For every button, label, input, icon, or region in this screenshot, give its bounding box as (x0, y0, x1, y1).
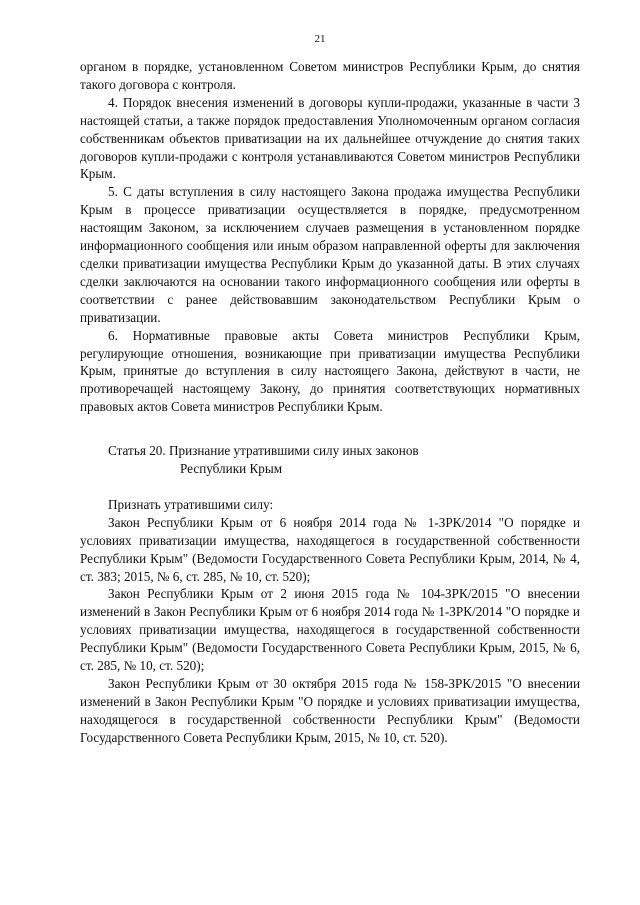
article-heading-line-1: Статья 20. Признание утратившими силу иных законов (108, 443, 419, 459)
paragraph-repeal-intro: Признать утратившими силу: (108, 496, 274, 512)
document-body (80, 58, 580, 747)
paragraph-item-5: 5. С даты вступления в силу настоящего Закона продажа имущества Республики Крым в процессе приватизации осуществляется в порядке, предусмотренном настоящим Законом, за исключением случаев размещения в установленном порядке информационного сообщения или иным образом направленной оферты для заключения сделки приватизации имущества Республики Крым до указанной даты. В этих случаях сделки заключаются на основании такого информационного сообщения или оферты в соответствии с ранее действовавшим законодательством Республики Крым о приватизации. (80, 184, 580, 325)
paragraph-item-6: 6. Нормативные правовые акты Совета министров Республики Крым, регулирующие отношения, возникающие при приватизации имущества Республики Крым, принятые до вступления в силу настоящего Закона, действуют в части, не противоречащей настоящему Закону, до принятия соответствующих нормативных правовых актов Совета министров Республики Крым. (80, 327, 580, 415)
spacer (80, 478, 580, 496)
paragraph-item-4: 4. Порядок внесения изменений в договоры купли-продажи, указанные в части 3 настоящей статьи, а также порядок предоставления Уполномоченным органом согласия собственникам объектов приватизации на их дальнейшее отчуждение до снятия таких договоров купли-продажи с контроля устанавливаются Советом министров Республики Крым. (80, 94, 580, 182)
page-number: 21 (314, 33, 326, 45)
article-heading (80, 442, 580, 478)
article-heading-line-2: Республики Крым (180, 461, 283, 477)
paragraph-repeal-law-3: Закон Республики Крым от 30 октября 2015 года № 158-ЗРК/2015 "О внесении изменений в Закон Республики Крым "О порядке и условиях приватизации имущества, находящегося в государственной собственности Республики Крым" (Ведомости Государственного Совета Республики Крым, 2015, № 10, ст. 520). (80, 676, 580, 745)
paragraph-continuation: органом в порядке, установленном Советом министров Республики Крым, до снятия такого договора с контроля. (80, 59, 580, 92)
paragraph-repeal-law-2: Закон Республики Крым от 2 июня 2015 года № 104-ЗРК/2015 "О внесении изменений в Закон Республики Крым от 6 ноября 2014 года № 1-ЗРК/2014 "О порядке и условиях приватизации имущества, находящегося в государственной собственности Республики Крым" (Ведомости Государственного Совета Республики Крым, 2015, № 6, ст. 285, № 10, ст. 520); (80, 586, 580, 674)
paragraph-repeal-law-1: Закон Республики Крым от 6 ноября 2014 года № 1-ЗРК/2014 "О порядке и условиях приватизации имущества, находящегося в государственной собственности Республики Крым" (Ведомости Государственного Совета Республики Крым, 2014, № 4, ст. 383; 2015, № 6, ст. 285, № 10, ст. 520); (80, 514, 580, 584)
